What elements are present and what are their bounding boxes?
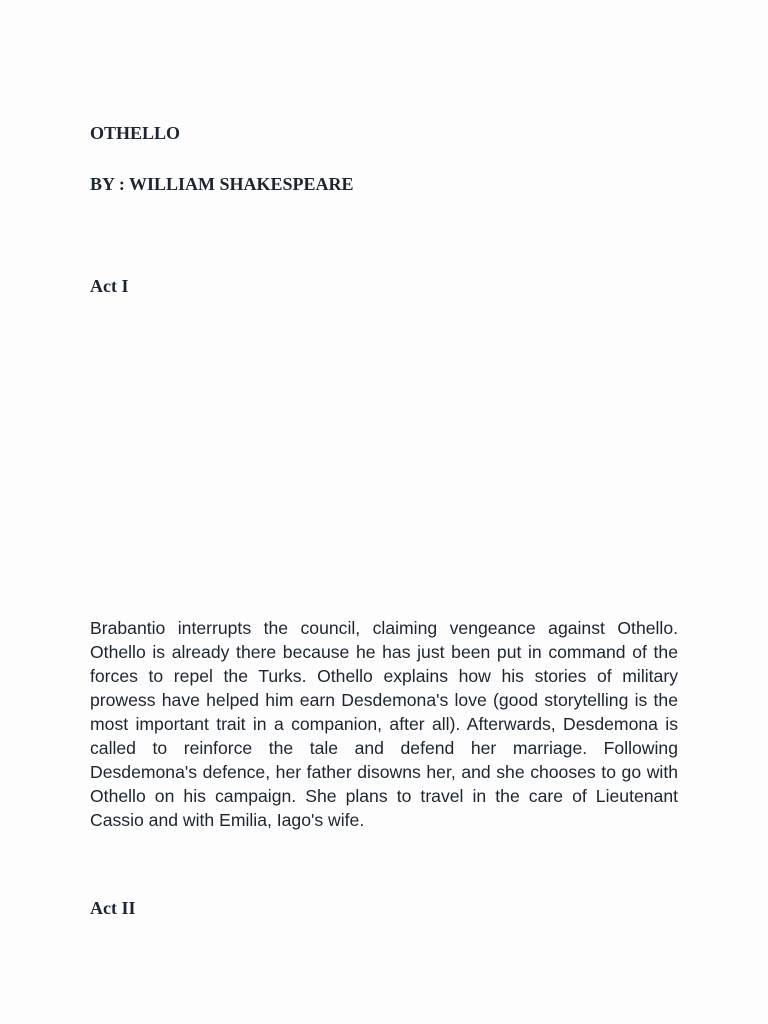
act-1-summary-paragraph: Brabantio interrupts the council, claiming vengeance against Othello. Othello is already there because he has just been put in command of the forces to repel the Turks. Othello explains how his stories of military prowess have helped him earn Desdemona's love (good storytelling is the most important trait in a companion, after all). Afterwards, Desdemona is called to reinforce the tale and defend her marriage. Following Desdemona's defence, her father disowns her, and she chooses to go with Othello on his campaign. She plans to travel in the care of Lieutenant Cassio and with Emilia, Iago's wife. [90,618,678,830]
section-heading-act-2: Act II [90,898,136,918]
document-title: OTHELLO [90,123,181,143]
section-heading-act-1: Act I [90,276,129,296]
author-line: BY : WILLIAM SHAKESPEARE [90,174,354,194]
